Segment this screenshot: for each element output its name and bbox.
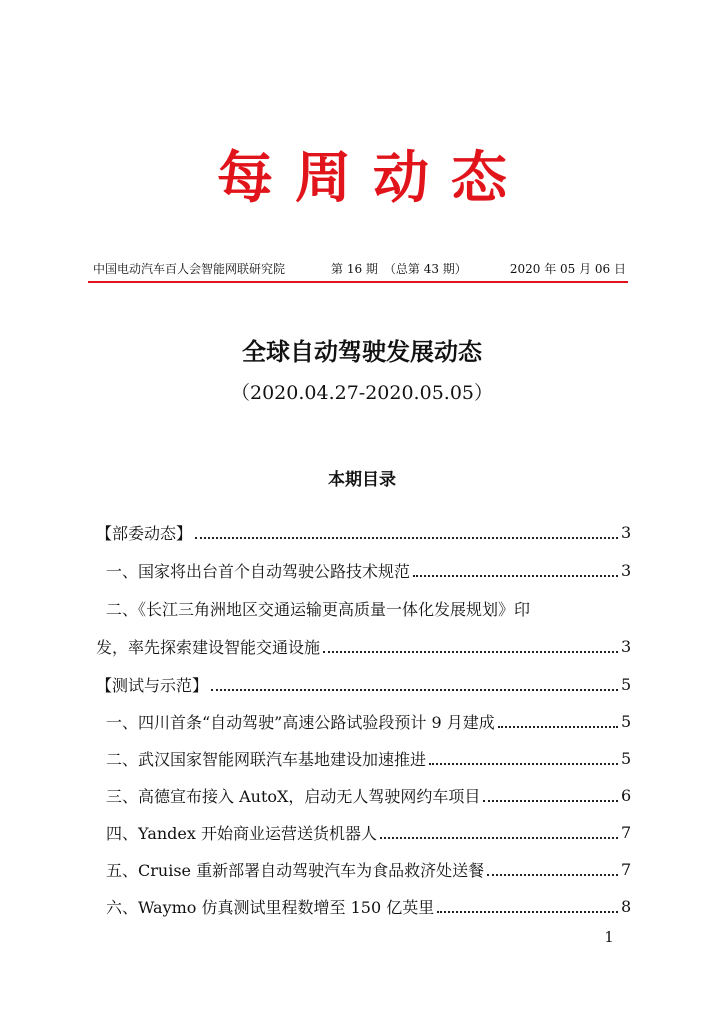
toc-leader-dots [380,837,618,839]
toc-entry-text: 二、武汉国家智能网联汽车基地建设加速推进 [106,749,427,769]
toc-entry[interactable] [96,590,631,626]
toc-leader-dots [498,726,618,728]
toc-entry[interactable] [96,814,631,850]
toc-section-ministry[interactable] [96,514,631,550]
toc-page-number: 3 [621,522,632,542]
toc-page-number: 5 [621,674,632,694]
toc-section-testing[interactable] [96,666,631,702]
toc-page-number: 3 [621,560,632,580]
toc-leader-dots [195,537,618,539]
masthead-title: 每周动态 [217,145,529,211]
toc-entry[interactable] [96,703,631,739]
toc-page-number: 6 [621,785,632,805]
toc-page-number: 7 [621,859,632,879]
header-date: 2020 年 05 月 06 日 [509,262,626,276]
document-date-range: （2020.04.27-2020.05.05） [231,382,493,404]
toc-page-number: 3 [621,636,632,656]
toc-entry-text: 一、国家将出台首个自动驾驶公路技术规范 [106,561,411,581]
toc-entry[interactable] [96,851,631,887]
toc-entry-text: 四、Yandex 开始商业运营送货机器人 [106,823,377,843]
toc-page-number: 7 [621,822,632,842]
toc-entry-text: 五、Cruise 重新部署自动驾驶汽车为食品救济处送餐 [106,860,485,880]
header-divider [88,281,628,283]
toc-entry[interactable] [96,552,631,588]
toc-entry-text: 【部委动态】 [96,523,193,543]
toc-leader-dots [429,763,618,765]
toc-entry[interactable] [96,740,631,776]
toc-entry-text: 三、高德宣布接入 AutoX，启动无人驾驶网约车项目 [106,786,481,806]
toc-leader-dots [413,575,618,577]
toc-page-number: 8 [621,896,632,916]
toc-leader-dots [211,689,618,691]
toc-entry-text: 【测试与示范】 [96,675,209,695]
toc-entry-text: 一、四川首条“自动驾驶”高速公路试验段预计 9 月建成 [106,712,495,732]
toc-entry[interactable] [96,777,631,813]
toc-page-number: 5 [621,748,632,768]
toc-leader-dots [323,651,618,653]
toc-heading: 本期目录 [328,470,396,490]
toc-entry-continuation[interactable] [96,628,631,664]
page-number: 1 [604,928,614,946]
document-title: 全球自动驾驶发展动态 [242,337,482,366]
toc-page-number: 5 [621,711,632,731]
toc-leader-dots [487,874,618,876]
header-issue-number: 第 16 期 （总第 43 期） [331,262,467,276]
header-organization: 中国电动汽车百人会智能网联研究院 [93,262,286,276]
toc-leader-dots [483,800,618,802]
toc-entry[interactable] [96,888,631,924]
toc-leader-dots [437,911,618,913]
toc-entry-text: 发，率先探索建设智能交通设施 [96,637,321,657]
toc-entry-text: 二、《长江三角洲地区交通运输更高质量一体化发展规划》印 [106,599,531,619]
toc-entry-text: 六、Waymo 仿真测试里程数增至 150 亿英里 [106,897,435,917]
